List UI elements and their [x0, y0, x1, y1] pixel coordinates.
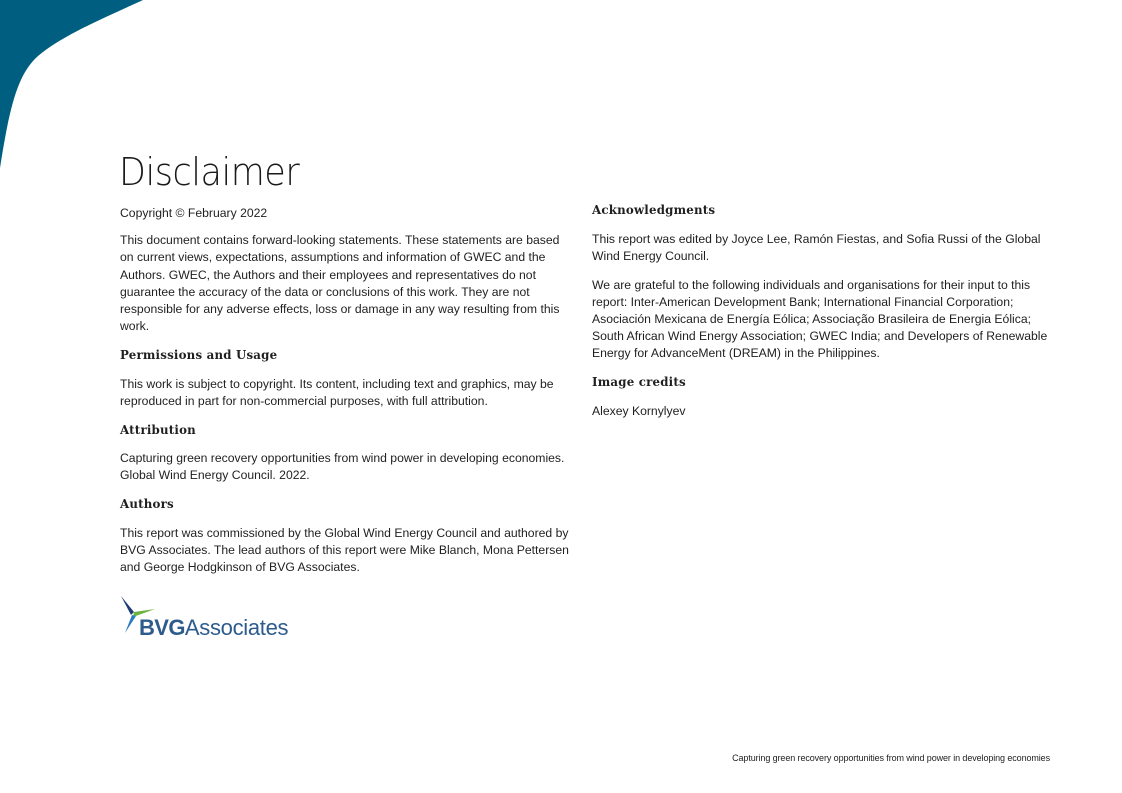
logo-wordmark-regular: Associates: [184, 615, 289, 640]
left-column: [120, 205, 576, 588]
attribution-heading: Attribution: [120, 422, 196, 437]
logo-wordmark: [139, 615, 288, 641]
permissions-paragraph: This work is subject to copyright. Its content, including text and graphics, may be reproduced in part for non-commercial purposes, with full attribution.: [120, 376, 554, 408]
right-column: [592, 202, 1048, 432]
authors-paragraph: This report was commissioned by the Global Wind Energy Council and authored by BVG Associates. The lead authors of this report were Mike Blanch, Mona Pettersen and George Hodgkinson of BVG Associates.: [120, 525, 569, 575]
image-credits-heading: Image credits: [592, 375, 686, 390]
corner-decoration: [0, 0, 150, 170]
image-credits-text: Alexey Kornylyev: [592, 403, 686, 418]
logo-wordmark-bold: BVG: [139, 615, 185, 640]
intro-paragraph: This document contains forward-looking statements. These statements are based on current views, expectations, assumptions and information of GWEC and the Authors. GWEC, the Authors and their employees and representatives do not guarantee the accuracy of the data or conclusions of this work. They are not responsible for any adverse effects, loss or damage in any way resulting from this work.: [120, 233, 560, 334]
footer-text: Capturing green recovery opportunities from wind power in developing economies: [732, 753, 1050, 763]
attribution-paragraph: Capturing green recovery opportunities from wind power in developing economies. Global Wind Energy Council. 2022.: [120, 451, 565, 483]
acknowledgments-paragraph-2: We are grateful to the following individuals and organisations for their input to this report: Inter-American Development Bank; International Financial Corporation; Asociación Mexicana de Energía Eólica; Associação Brasileira de Energia Eólica; South African Wind Energy Association; GWEC India; and Developers of Renewable Energy for AdvanceMent (DREAM) in the Philippines.: [592, 277, 1048, 361]
page-title: Disclaimer: [119, 150, 300, 194]
authors-heading: Authors: [120, 497, 174, 512]
acknowledgments-paragraph-1: This report was edited by Joyce Lee, Ramón Fiestas, and Sofia Russi of the Global Wind Energy Council.: [592, 231, 1041, 263]
acknowledgments-heading: Acknowledgments: [592, 203, 716, 217]
permissions-heading: Permissions and Usage: [120, 347, 278, 362]
copyright-text: Copyright © February 2022: [120, 206, 268, 220]
bvg-associates-logo: [120, 596, 310, 644]
